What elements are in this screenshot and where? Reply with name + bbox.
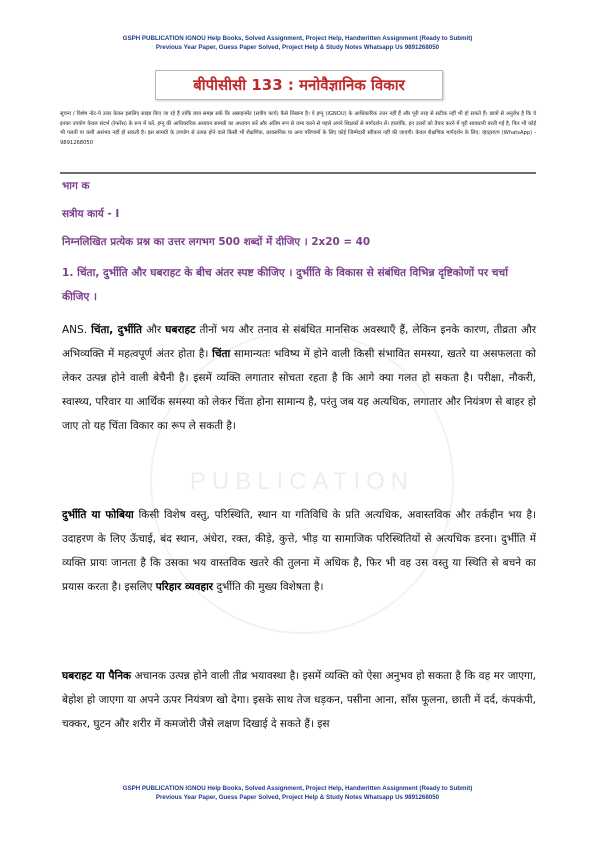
header-line-2: Previous Year Paper, Guess Paper Solved, Project Help & Study Notes Whatsapp Us 9891268050 [155, 44, 440, 51]
question-1: 1. चिंता, दुर्भीति और घबराहट के बीच अंतर स्पष्ट कीजिए । दुर्भीति के विकास से संबंधित विभिन्न दृष्टिकोणों पर चर्चा कीजिए । [62, 267, 508, 303]
footer-line-1: GSPH PUBLICATION IGNOU Help Books, Solved Assignment, Project Help, Handwritten Assignment (Ready to Submit) [122, 785, 473, 792]
footer-line-2: Previous Year Paper, Guess Paper Solved, Project Help & Study Notes Whatsapp Us 9891268050 [155, 794, 440, 801]
disclaimer-notice: सूचना / विशेष नोट-ये उत्तर केवल इसलिए साझा किए जा रहे हैं ताकि छात्र समझ सकें कि असाइनमेंट (सत्रीय कार्य) कैसे लिखना है। ये इग्नू (IGNOU) के आधिकारिक उत्तर नहीं हैं और पूरी तरह से सटीक नहीं भी हो सकते हैं। छात्रों से अनुरोध है कि वे इनका उपयोग केवल संदर्भ (रेफरेंस) के रूप में करें, इग्नू की आधिकारिक अध्ययन सामग्री का अध्ययन करें और अंतिम रूप से जमा करने से पहले अपने शिक्षकों से मार्गदर्शन लें। हालांकि, इन उत्तरों को तैयार करने में पूरी सावधानी बरती गई है, फिर भी कोई भी गलती या कमी असंभव नहीं हो सकती है। इस सामग्री के उपयोग से उत्पन्न होने वाले किसी भी शैक्षणिक, प्रशासनिक या अन्य परिणामों के लिए कोई जिम्मेदारी स्वीकार नहीं की जाएगी। केवल शैक्षणिक मार्गदर्शन के लिए: व्हाट्सएप (WhatsApp) - 9891268050 [60, 111, 536, 146]
page-header [0, 34, 595, 52]
answer-prefix: ANS. [62, 324, 92, 336]
answer-text: और [142, 324, 166, 336]
page-footer [0, 784, 595, 802]
answer-paragraph-2 [62, 503, 536, 599]
instruction-text: निम्नलिखित प्रत्येक प्रश्न का उत्तर लगभग 500 शब्दों में दीजिए । 2x20 = 40 [62, 236, 371, 248]
section-divider [60, 172, 536, 174]
answer-text: दुर्भीति की मुख्य विशेषता है। [213, 581, 324, 593]
term-avoidance-behavior: परिहार व्यवहार [155, 581, 214, 593]
part-heading: भाग क [62, 180, 90, 192]
answer-text: अचानक उत्पन्न होने वाली तीव्र भयावस्था है। इसमें व्यक्ति को ऐसा अनुभव हो सकता है कि वह मर जाएगा, बेहोश हो जाएगा या अपने ऊपर नियंत्रण खो देगा। इसके साथ तेज धड़कन, पसीना आना, साँस फूलना, छाती में दर्द, कंपकंपी, चक्कर, घुटन और शरीर में कमजोरी जैसे लक्षण दिखाई दे सकते हैं। इस [62, 670, 537, 730]
document-title [155, 70, 443, 100]
term-anxiety: चिंता [212, 348, 231, 360]
answer-paragraph-1 [62, 318, 536, 438]
answer-text: सामान्यतः भविष्य में होने वाली किसी संभावित समस्या, खतरे या असफलता को लेकर उत्पन्न होने वाली बेचैनी है। इसमें व्यक्ति लगातार सोचता रहता है कि आगे क्या गलत हो सकता है। परीक्षा, नौकरी, स्वास्थ्य, परिवार या आर्थिक समस्या को लेकर चिंता होना सामान्य है, परंतु जब यह अत्यधिक, लगातार और नियंत्रण से बाहर हो जाए तो यह चिंता विकार का रूप ले सकती है। [62, 348, 537, 432]
watermark-text: PUBLICATION [189, 468, 415, 495]
header-line-1: GSPH PUBLICATION IGNOU Help Books, Solved Assignment, Project Help, Handwritten Assignment (Ready to Submit) [122, 35, 473, 42]
term-panic-attack: घबराहट या पैनिक [62, 670, 132, 682]
term-anxiety-phobia: चिंता, दुर्भीति [91, 324, 143, 336]
document-title-text: बीपीसीसी 133 : मनोवैज्ञानिक विकार [193, 76, 405, 94]
answer-paragraph-3 [62, 664, 536, 736]
term-panic: घबराहट [165, 324, 196, 336]
answer-text: किसी विशेष वस्तु, परिस्थिति, स्थान या गतिविधि के प्रति अत्यधिक, अवास्तविक और तर्कहीन भय है। उदाहरण के लिए ऊँचाई, बंद स्थान, अंधेरा, रक्त, कीड़े, कुत्ते, भीड़ या सामाजिक परिस्थितियों से अत्यधिक डरना। दुर्भीति में व्यक्ति प्रायः जानता है कि उसका भय वास्तविक खतरे की तुलना में अधिक है, फिर भी वह उस वस्तु या स्थिति से बचने का प्रयास करता है। इसलिए [62, 509, 537, 593]
term-phobia: दुर्भीति या फोबिया [62, 509, 134, 521]
assignment-heading: सत्रीय कार्य - I [62, 208, 120, 220]
answer-text: तीनों भय और तनाव से संबंधित मानसिक अवस्थाएँ हैं, लेकिन इनके कारण, तीव्रता और अभिव्यक्ति में महत्वपूर्ण अंतर होता है। [62, 324, 536, 360]
